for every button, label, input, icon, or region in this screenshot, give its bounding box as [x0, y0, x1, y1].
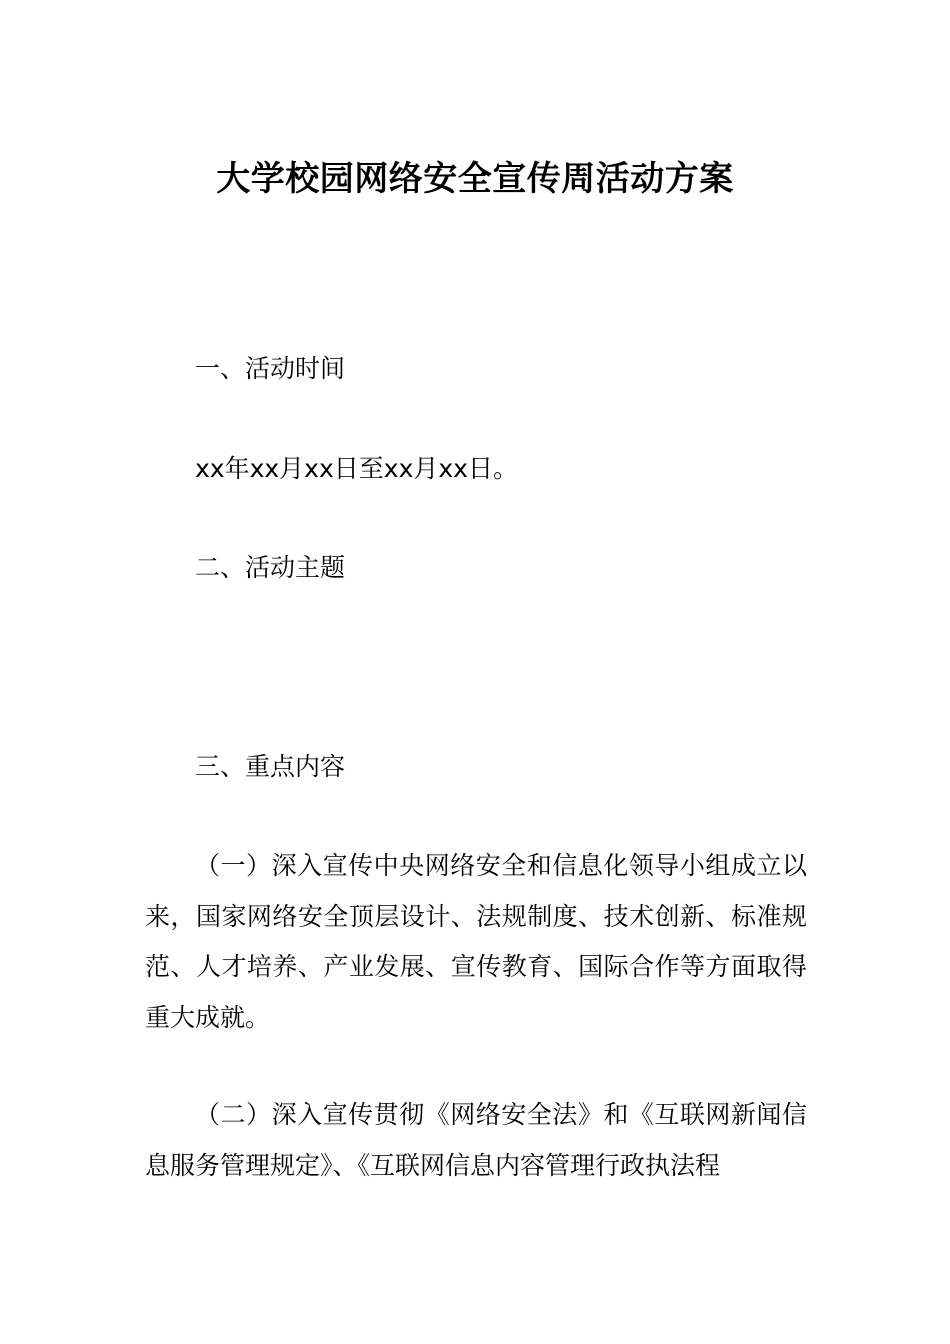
section-heading-key-content: 三、重点内容 [195, 752, 346, 781]
section-heading-activity-theme: 二、活动主题 [195, 553, 346, 582]
activity-time-text: xx年xx月xx日至xx月xx日。 [195, 454, 518, 483]
paragraph-key-content-1: （一）深入宣传中央网络安全和信息化领导小组成立以来，国家网络安全顶层设计、法规制度、技术创新、标准规范、人才培养、产业发展、宣传教育、国际合作等方面取得重大成就。 [145, 851, 807, 1032]
section-heading-activity-time: 一、活动时间 [195, 354, 346, 383]
paragraph-key-content-2: （二）深入宣传贯彻《网络安全法》和《互联网新闻信息服务管理规定》、《互联网信息内容管理行政执法程 [145, 1100, 807, 1180]
document-title: 大学校园网络安全宣传周活动方案 [216, 159, 734, 199]
